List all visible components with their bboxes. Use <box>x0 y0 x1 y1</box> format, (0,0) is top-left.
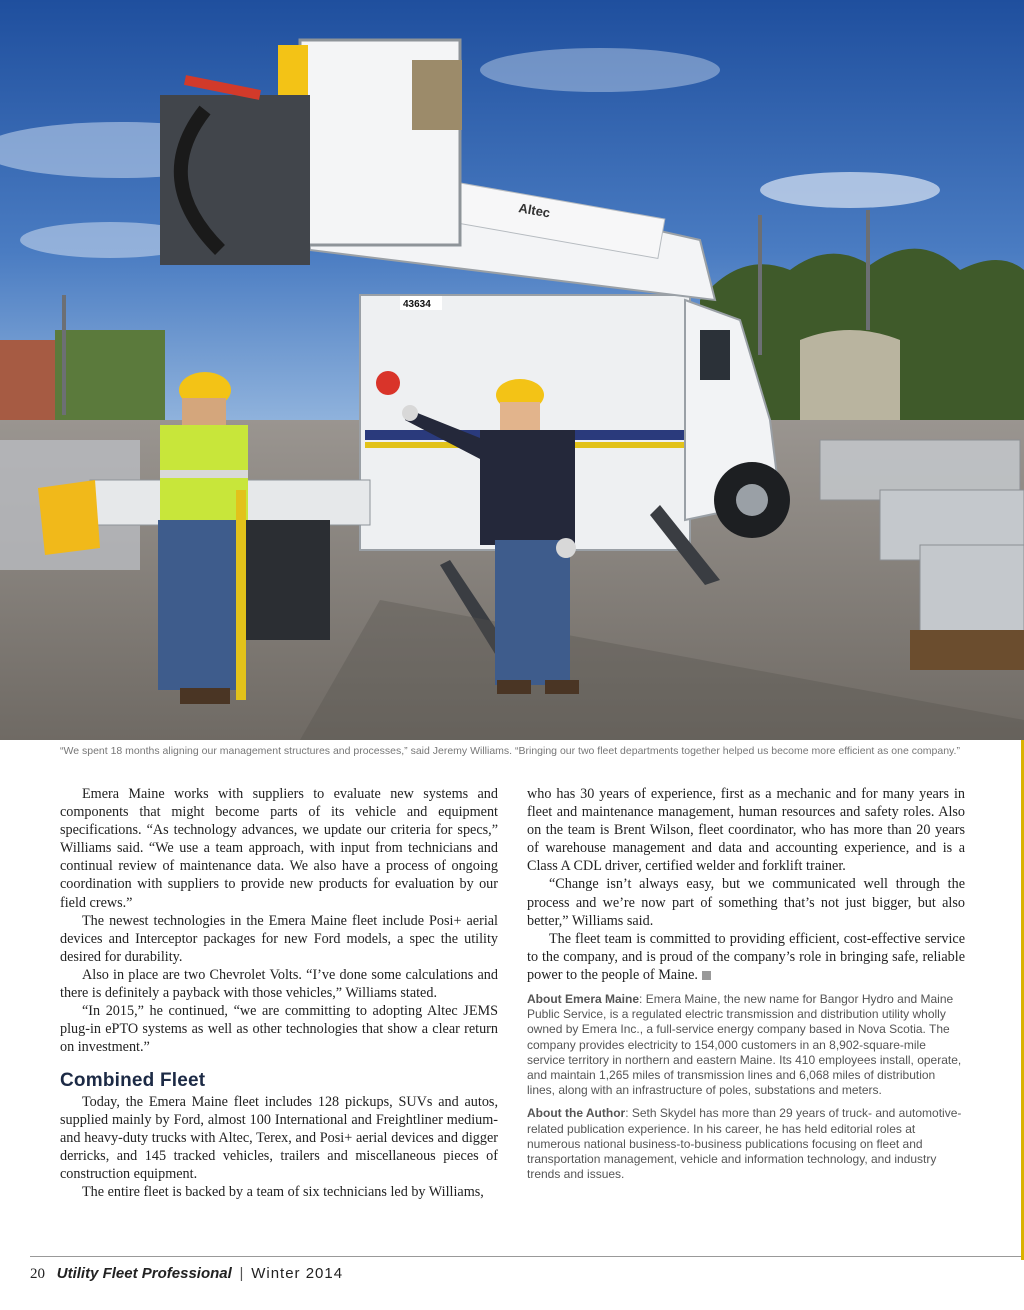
body-paragraph: Today, the Emera Maine fleet includes 128 pickups, SUVs and autos, supplied mainly by Ford, almost 100 International and Freightliner medium- and heavy-duty trucks with Altec, Terex, and Posi+ aerial devices and digger derricks, and 145 tracked vehicles, trailers and miscellaneous pieces of construction equipment. <box>60 1093 498 1182</box>
body-paragraph: “Change isn’t always easy, but we communicated well through the process and we’re now part of something that’s not just bigger, but also better,” Williams said. <box>527 876 965 929</box>
about-company-label: About Emera Maine <box>527 992 640 1007</box>
page-footer <box>30 1265 343 1283</box>
about-author-label: About the Author <box>527 1106 626 1121</box>
body-paragraph: The newest technologies in the Emera Maine fleet include Posi+ aerial devices and Interceptor packages for new Ford models, a spec the utility desired for durability. <box>60 912 498 965</box>
body-paragraph: Emera Maine works with suppliers to evaluate new systems and components that might become parts of its vehicle and equipment specifications. “As technology advances, we update our criteria for specs,” Williams said. “We use a team approach, with input from technicians and continual review of maintenance data. We also have a process of ongoing coordination with suppliers to provide new products for evaluation by our field crews.” <box>60 786 498 911</box>
section-heading: Combined Fleet <box>60 1070 206 1092</box>
about-author-text: Seth Skydel has more than 29 years of truck- and automotive-related publication experience. In his career, he has held editorial roles at numerous national business-to-business publications focusing on fleet and transportation management, vehicle and information technology, and industry trends and issues. <box>527 1106 962 1182</box>
issue-label: Winter 2014 <box>251 1265 344 1282</box>
body-paragraph-final <box>527 930 965 984</box>
right-column <box>527 785 965 1182</box>
left-column <box>60 785 498 1201</box>
truck-unit-number: 43634 <box>403 299 431 310</box>
body-paragraph: The entire fleet is backed by a team of six technicians led by Williams, <box>82 1183 484 1200</box>
body-paragraph: who has 30 years of experience, first as a mechanic and for many years in fleet and maintenance management, human resources and safety roles. Also on the team is Brent Wilson, fleet coordinator, who has more than 20 years of warehouse management and data and accounting experience, and is a Class A CDL driver, certified welder and forklift trainer. <box>527 786 965 875</box>
body-paragraph: “In 2015,” he continued, “we are committing to adopting Altec JEMS plug-in ePTO systems as well as other technologies that show a clear return on investment.” <box>60 1003 498 1056</box>
boom-brand-text: Altec <box>517 200 552 221</box>
footer-separator: | <box>239 1265 244 1282</box>
footer-rule <box>30 1256 1024 1257</box>
about-company: About Emera Maine: Emera Maine, the new name for Bangor Hydro and Maine Public Service, is a regulated electric transmission and distribution utility wholly owned by Emera Inc., a full-service energy company based in Nova Scotia. The company provides electricity to 154,000 customers in an 8,902-square-mile service territory in northern and eastern Maine. Its 410 employees install, operate, and maintain 1,265 miles of transmission lines and 6,068 miles of distribution lines, along with an infrastructure of poles, substations and meters. <box>527 992 962 1098</box>
page-number: 20 <box>30 1266 45 1282</box>
body-paragraph: Also in place are two Chevrolet Volts. “I’ve done some calculations and there is definitely a payback with those vehicles,” Williams stated. <box>60 966 498 1002</box>
end-of-article-icon <box>702 971 711 980</box>
final-text: The fleet team is committed to providing efficient, cost-effective service to the company, and is proud of the company’s role in bringing safe, reliable power to the people of Maine. <box>527 930 965 983</box>
about-author: About the Author: Seth Skydel has more than 29 years of truck- and automotive-related publication experience. In his career, he has held editorial roles at numerous national business-to-business publications focusing on fleet and transportation management, vehicle and information technology, and industry trends and issues. <box>527 1106 962 1182</box>
photo-caption: “We spent 18 months aligning our management structures and processes,” said Jeremy Williams. “Bringing our two fleet departments together helped us become more efficient as one company.” <box>60 745 960 757</box>
magazine-title: Utility Fleet Professional <box>56 1265 232 1282</box>
about-company-text: Emera Maine, the new name for Bangor Hydro and Maine Public Service, is a regulated electric transmission and distribution utility wholly owned by Emera Inc., a full-service energy company based in Nova Scotia. The company provides electricity to 154,000 customers in an 8,902-square-mile service territory in northern and eastern Maine. Its 410 employees install, operate, and maintain 1,265 miles of transmission lines and 6,068 miles of distribution lines, along with an infrastructure of poles, substations and meters. <box>527 992 962 1098</box>
